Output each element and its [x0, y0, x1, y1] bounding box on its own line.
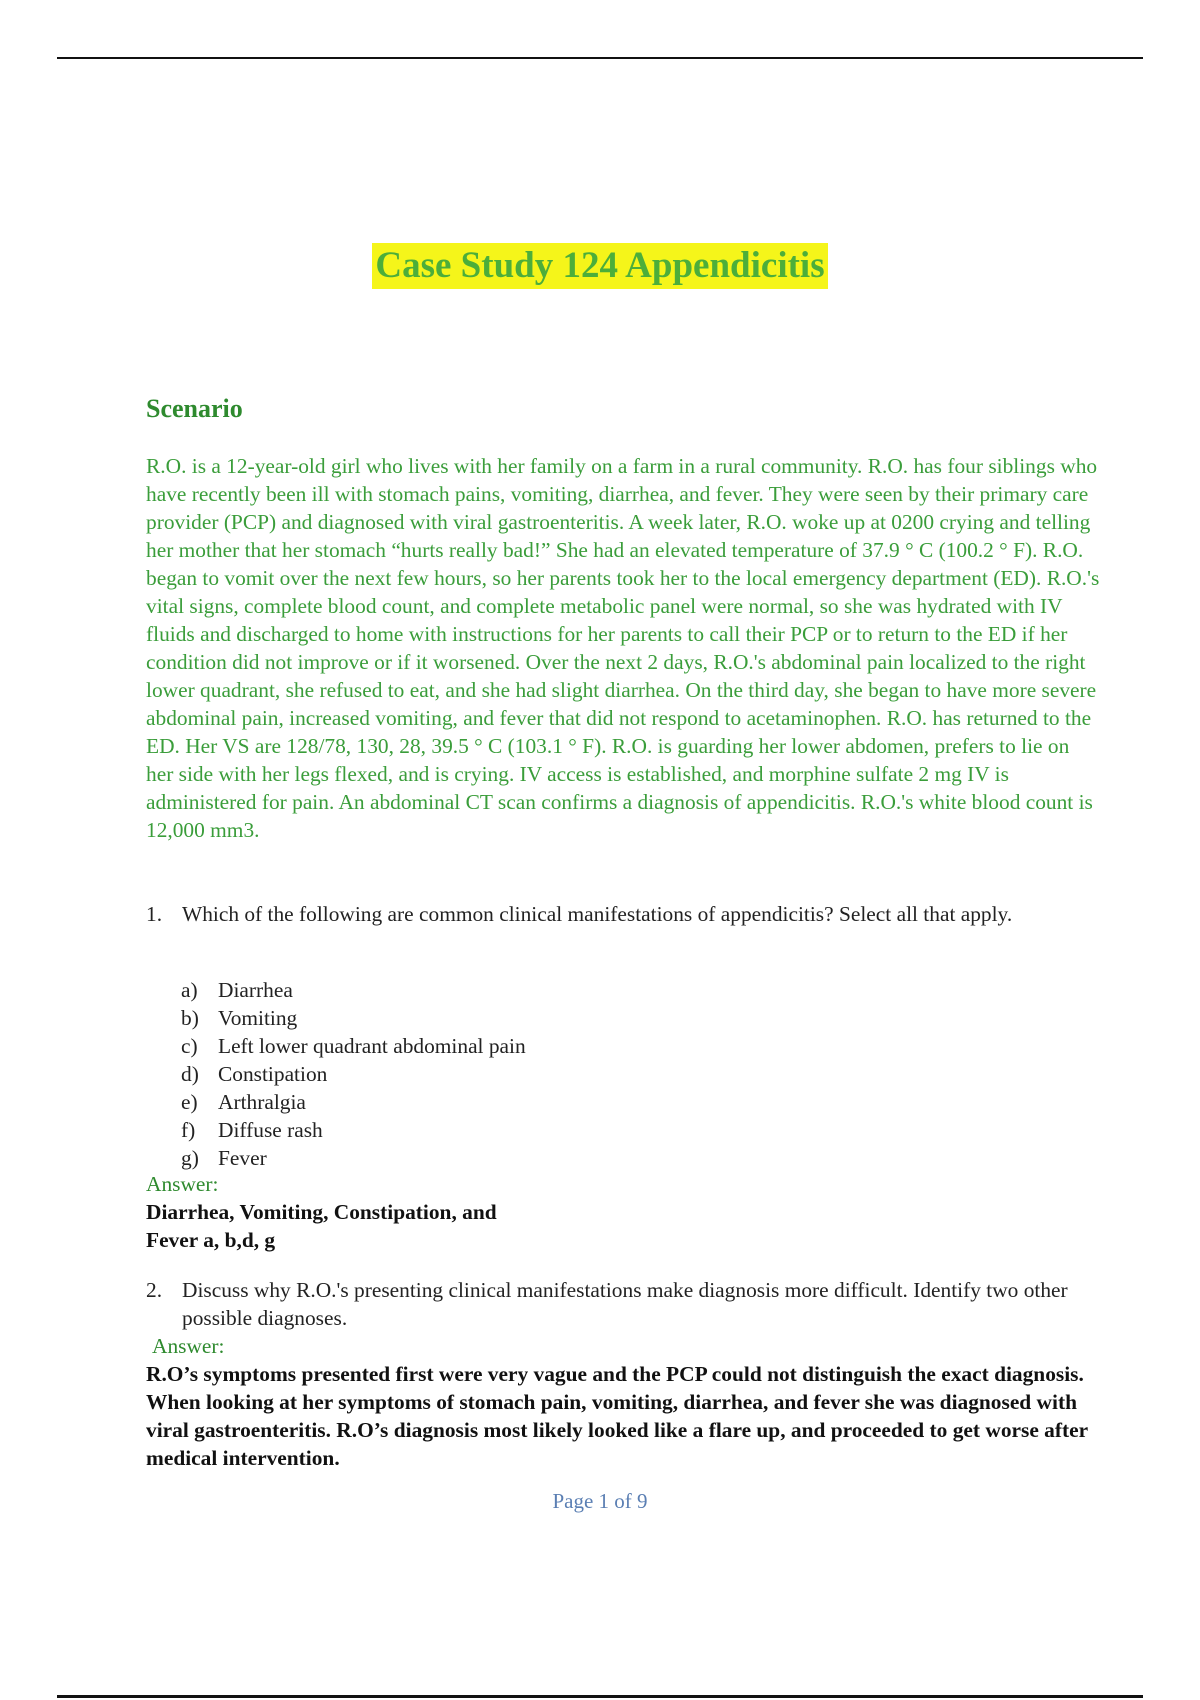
- option-b: b) Vomiting: [181, 1006, 298, 1030]
- option-f: f) Diffuse rash: [181, 1118, 323, 1142]
- header-rule: [57, 57, 1143, 59]
- scenario-text: R.O. is a 12-year-old girl who lives with her family on a farm in a rural community. R.O. has four siblings who have recently been ill with stomach pains, vomiting, diarrhea, and fever. They were seen by their primary care provider (PCP) and diagnosed with viral gastroenteritis. A week later, R.O. woke up at 0200 crying and telling her mother that her stomach “hurts really bad!” She had an elevated temperature of 37.9 ° C (100.2 ° F). R.O. began to vomit over the next few hours, so her parents took her to the local emergency department (ED). R.O.'s vital signs, complete blood count, and complete metabolic panel were normal, so she was hydrated with IV fluids and discharged to home with instructions for her parents to call their PCP or to return to the ED if her condition did not improve or if it worsened. Over the next 2 days, R.O.'s abdominal pain localized to the right lower quadrant, she refused to eat, and she had slight diarrhea. On the third day, she began to have more severe abdominal pain, increased vomiting, and fever that did not respond to acetaminophen. R.O. has returned to the ED. Her VS are 128/78, 130, 28, 39.5 ° C (103.1 ° F). R.O. is guarding her lower abdomen, prefers to lie on her side with her legs flexed, and is crying. IV access is established, and morphine sulfate 2 mg IV is administered for pain. An abdominal CT scan confirms a diagnosis of appendicitis. R.O.'s white blood count is 12,000 mm3.: [146, 454, 1100, 842]
- option-e: e) Arthralgia: [181, 1090, 306, 1114]
- scenario-heading: Scenario: [146, 394, 243, 423]
- question-2-number: 2.: [146, 1278, 163, 1302]
- question-2-text: Discuss why R.O.'s presenting clinical manifestations make diagnosis more difficult. Identify two other possible diagnoses.: [182, 1278, 1068, 1330]
- option-g: g) Fever: [181, 1146, 267, 1170]
- question-1: [146, 900, 1086, 928]
- page-number: Page 1 of 9: [552, 1489, 648, 1513]
- question-2-answer-label: Answer:: [152, 1334, 225, 1358]
- question-2-answer-text: R.O’s symptoms presented first were very vague and the PCP could not distinguish the exact diagnosis. When looking at her symptoms of stomach pain, vomiting, diarrhea, and fever she was diagnosed with viral gastroenteritis. R.O’s diagnosis most likely looked like a flare up, and proceeded to get worse after medical intervention.: [146, 1362, 1088, 1470]
- question-2: [146, 1276, 1086, 1332]
- footer-rule: [57, 1695, 1143, 1698]
- question-1-text: Which of the following are common clinical manifestations of appendicitis? Select all that apply.: [182, 902, 1013, 926]
- option-a: a) Diarrhea: [181, 978, 293, 1002]
- title-container: [0, 243, 1200, 289]
- question-1-number: 1.: [146, 902, 163, 926]
- question-1-answer-line-1: Diarrhea, Vomiting, Constipation, and: [146, 1200, 497, 1224]
- question-1-answer-line-2: Fever a, b,d, g: [146, 1228, 276, 1252]
- option-c: c) Left lower quadrant abdominal pain: [181, 1034, 526, 1058]
- document-title: Case Study 124 Appendicitis: [372, 243, 827, 289]
- question-1-options: [181, 976, 526, 1172]
- option-d: d) Constipation: [181, 1062, 328, 1086]
- question-1-answer-label: Answer:: [146, 1172, 219, 1196]
